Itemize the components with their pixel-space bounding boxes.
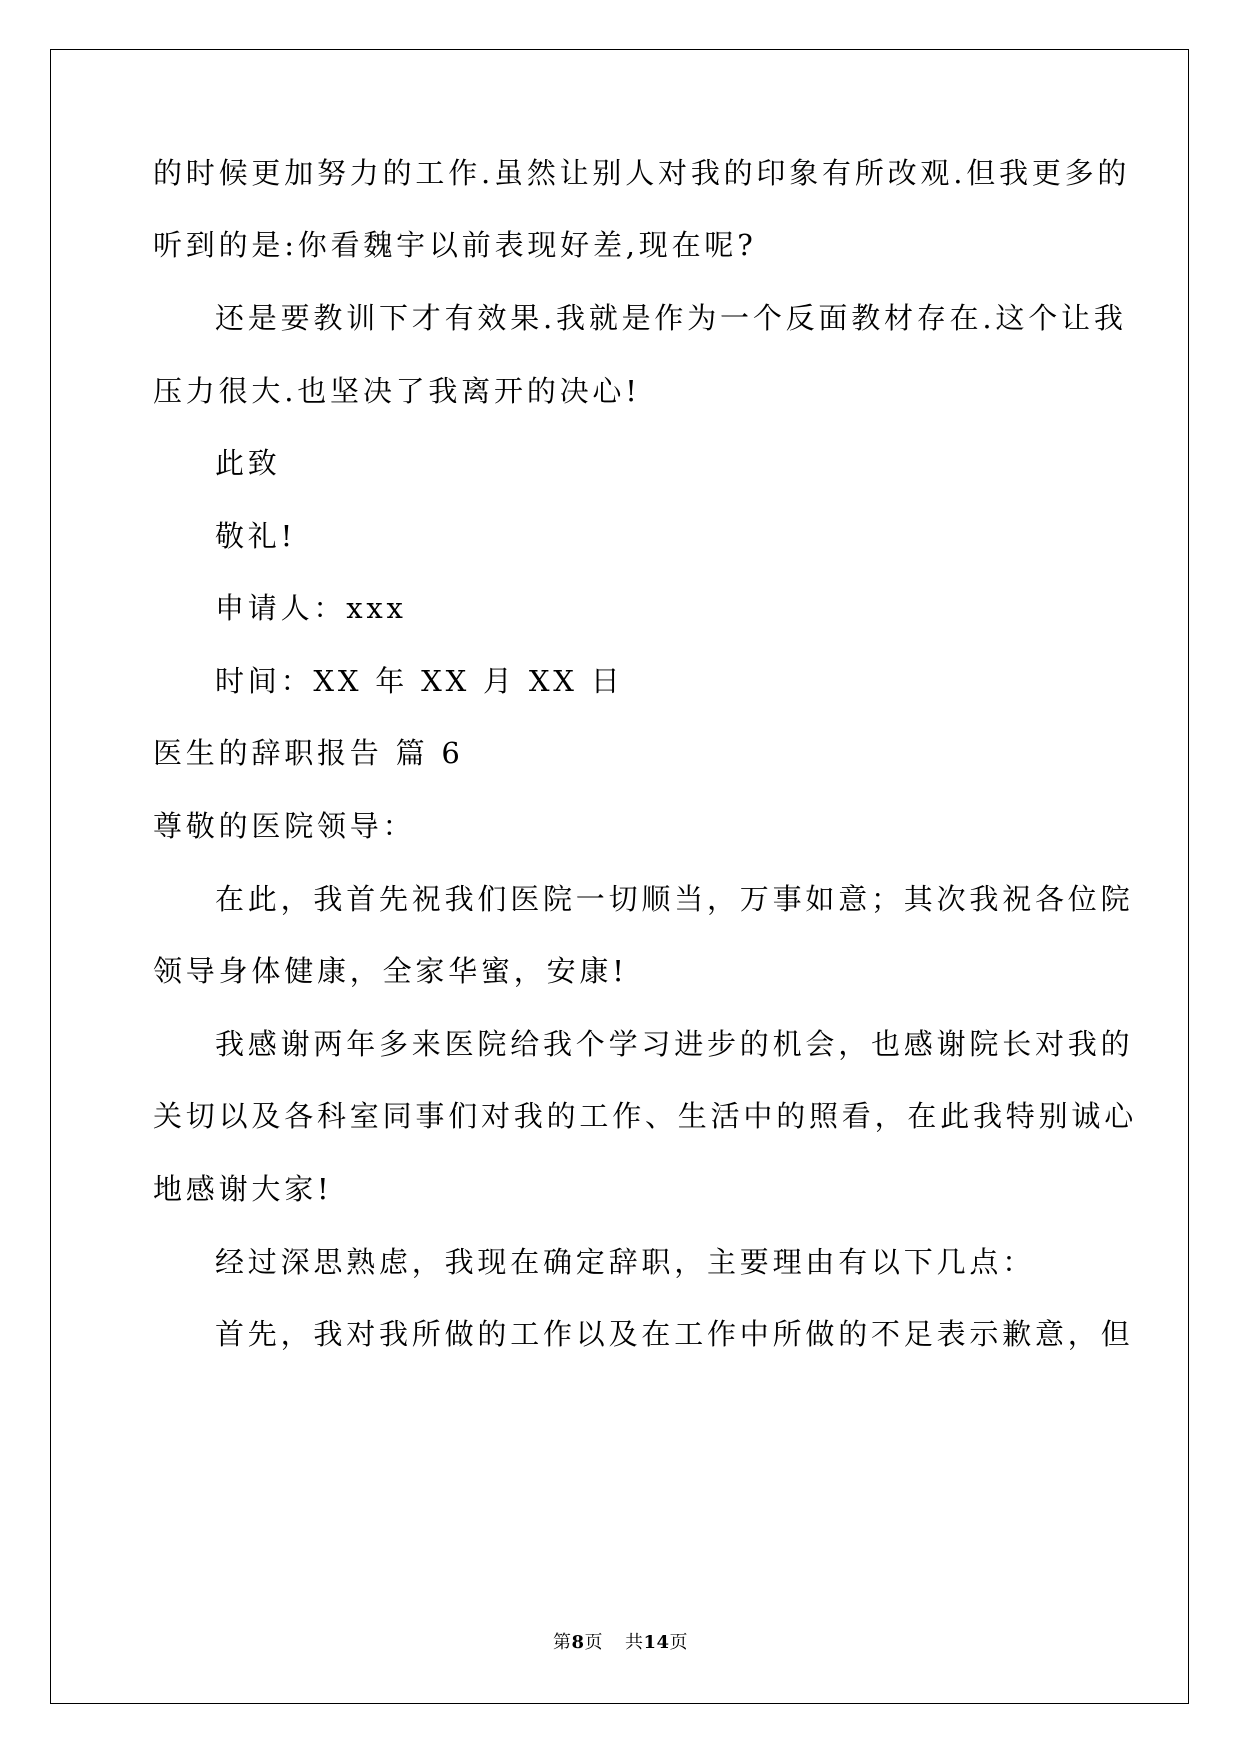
- section-heading: 医生的辞职报告 篇 6: [153, 736, 464, 770]
- footer-total-suffix: 页: [669, 1632, 689, 1653]
- date-line: 时间：XX 年 XX 月 XX 日: [215, 664, 624, 698]
- closing-regards: 敬礼!: [215, 519, 297, 553]
- letter-greeting: 尊敬的医院领导：: [153, 809, 416, 843]
- body-line: 听到的是:你看魏宇以前表现好差,现在呢?: [153, 228, 757, 262]
- applicant-line: 申请人：xxx: [215, 591, 407, 625]
- footer-page-word: 页: [584, 1632, 603, 1653]
- paragraph-first-line: 在此，我首先祝我们医院一切顺当，万事如意；其次我祝各位院: [215, 882, 1134, 916]
- body-line: 领导身体健康，全家华蜜，安康!: [153, 954, 628, 988]
- paragraph-first-line: 经过深思熟虑，我现在确定辞职，主要理由有以下几点：: [215, 1245, 1036, 1279]
- closing-salutation: 此致: [215, 446, 281, 480]
- paragraph-first-line: 还是要教训下才有效果.我就是作为一个反面教材存在.这个让我: [215, 301, 1127, 335]
- page-footer: [0, 1631, 1241, 1655]
- footer-prefix: 第: [552, 1632, 572, 1653]
- total-pages-number: 14: [643, 1632, 670, 1653]
- body-line: 压力很大.也坚决了我离开的决心!: [153, 374, 641, 408]
- body-line: 的时候更加努力的工作.虽然让别人对我的印象有所改观.但我更多的: [153, 156, 1131, 190]
- body-line: 关切以及各科室同事们对我的工作、生活中的照看，在此我特别诚心: [153, 1099, 1138, 1133]
- current-page-number: 8: [571, 1632, 585, 1653]
- paragraph-first-line: 首先，我对我所做的工作以及在工作中所做的不足表示歉意，但: [215, 1317, 1134, 1351]
- body-line: 地感谢大家!: [153, 1172, 333, 1206]
- footer-total-prefix: 共: [624, 1632, 644, 1653]
- paragraph-first-line: 我感谢两年多来医院给我个学习进步的机会，也感谢院长对我的: [215, 1027, 1134, 1061]
